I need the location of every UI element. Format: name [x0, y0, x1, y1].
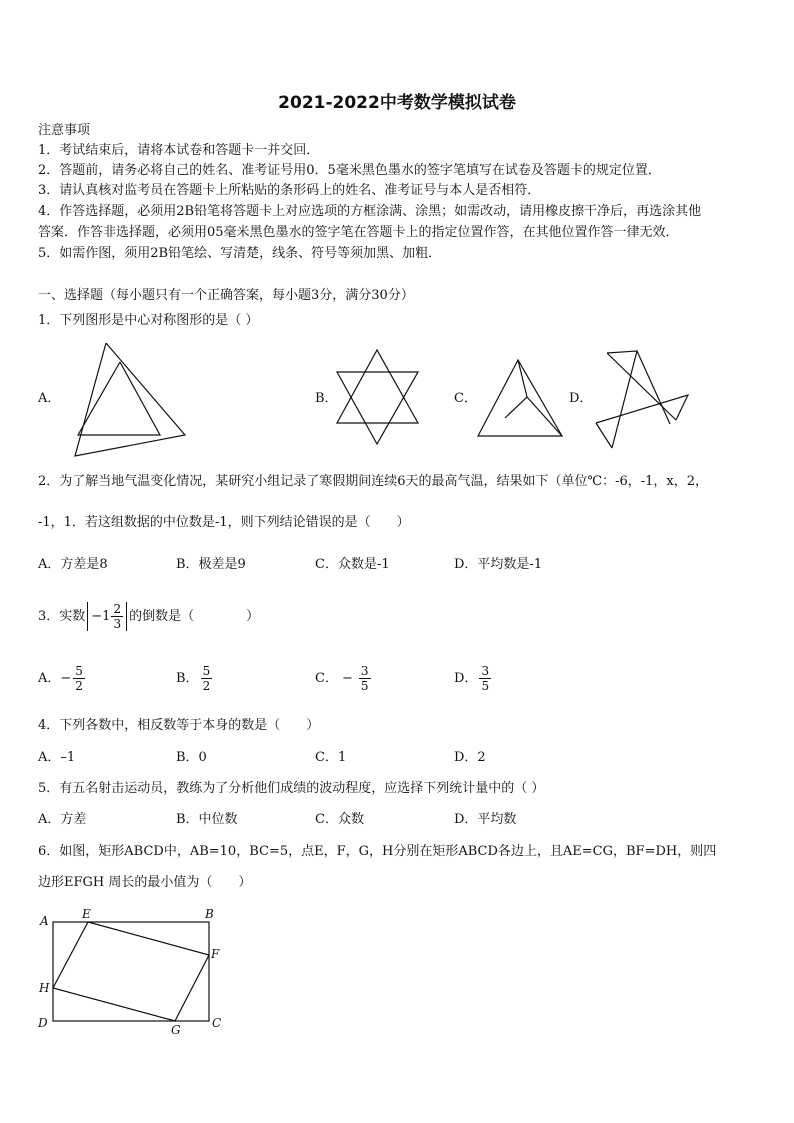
q3-stem-post: 的倒数是（ ） — [129, 609, 260, 624]
q1-option-b-label: B． — [315, 391, 338, 406]
q2-option-c: C．众数是-1 — [315, 557, 390, 572]
q3-option-a-numerator: 5 — [75, 664, 83, 678]
q2-option-a: A．方差是8 — [38, 557, 108, 572]
q3-option-d-label: D． — [454, 671, 478, 686]
point-label-c: C — [212, 1016, 222, 1030]
q3-option-b-denominator: 2 — [202, 679, 211, 693]
q3-abs-denominator: 3 — [113, 617, 122, 631]
q2-stem-line1: 2．为了解当地气温变化情况，某研究小组记录了寒假期间连续6天的最高气温，结果如下（单位℃：-6，-1，x，2， — [38, 474, 709, 489]
q1-option-c-label: C． — [454, 391, 477, 406]
point-label-h: H — [39, 981, 50, 995]
q5-option-d: D．平均数 — [454, 812, 517, 827]
q3-option-a-denominator: 2 — [75, 679, 83, 693]
q2-option-d: D．平均数是-1 — [454, 557, 543, 572]
q3-option-d-numerator: 3 — [481, 664, 490, 678]
q6-stem-line1: 6．如图，矩形ABCD中，AB=10，BC=5，点E，F，G，H分别在矩形ABCD各边上，且AE=CG，BF=DH，则四 — [38, 844, 717, 859]
q3-option-c-numerator: 3 — [360, 664, 369, 678]
notice-item-4-cont: 答案．作答非选择题，必须用05毫米黑色墨水的签字笔在答题卡上的指定位置作答，在其他位置作答一律无效． — [38, 225, 679, 240]
point-label-a: A — [40, 914, 49, 928]
q6-stem-line2: 边形EFGH 周长的最小值为（ ） — [38, 875, 252, 890]
rectangle-abcd — [53, 922, 209, 1021]
notice-item-5: 5．如需作图，须用2B铅笔绘、写清楚，线条、符号等须加黑、加粗． — [38, 246, 442, 261]
q3-option-a-sign: − — [60, 671, 72, 686]
point-label-e: E — [82, 907, 91, 921]
q5-option-b: B．中位数 — [176, 812, 238, 827]
notice-item-3: 3．请认真核对监考员在答题卡上所粘贴的条形码上的姓名、准考证号与本人是否相符． — [38, 183, 541, 198]
q3-option-d-denominator: 5 — [481, 679, 490, 693]
q4-option-b: B．0 — [176, 750, 207, 765]
section-heading: 一、选择题（每小题只有一个正确答案，每小题3分，满分30分） — [38, 288, 414, 303]
q3-option-c-label: C． — [315, 671, 338, 686]
page-title: 2021-2022中考数学模拟试卷 — [278, 93, 516, 113]
notice-item-4: 4．作答选择题，必须用2B铅笔将答题卡上对应选项的方框涂满、涂黑；如需改动，请用橡皮擦干净后，再选涂其他 — [38, 204, 702, 219]
q2-stem-line2: -1，1．若这组数据的中位数是-1，则下列结论错误的是（ ） — [38, 515, 410, 530]
point-label-f: F — [211, 947, 220, 961]
q5-stem: 5．有五名射击运动员，教练为了分析他们成绩的波动程度，应选择下列统计量中的（ ） — [38, 781, 545, 796]
point-label-b: B — [205, 907, 214, 921]
notice-heading: 注意事项 — [38, 123, 91, 138]
point-label-d: D — [38, 1016, 48, 1030]
q3-stem-pre: 3．实数 — [38, 609, 86, 624]
q1-option-d-label: D． — [569, 391, 593, 406]
q4-option-a: A．–1 — [38, 750, 76, 765]
q3-abs-whole: −1 — [91, 609, 111, 624]
q3-abs-numerator: 2 — [113, 602, 122, 616]
q3-option-b-numerator: 5 — [202, 664, 211, 678]
quadrilateral-efgh — [53, 922, 209, 1021]
notice-item-1: 1．考试结束后，请将本试卷和答题卡一并交回． — [38, 143, 320, 158]
notice-item-2: 2．答题前，请务必将自己的姓名、准考证号用0．5毫米黑色墨水的签字笔填写在试卷及答题卡的规定位置． — [38, 163, 661, 178]
q4-option-c: C．1 — [315, 750, 347, 765]
q5-option-c: C．众数 — [315, 812, 364, 827]
q1-option-a-label: A． — [38, 391, 61, 406]
q2-option-b: B．极差是9 — [176, 557, 246, 572]
q4-stem: 4．下列各数中，相反数等于本身的数是（ ） — [38, 718, 320, 733]
q3-option-a-label: A． — [38, 671, 61, 686]
q4-option-d: D．2 — [454, 750, 486, 765]
q3-option-c-denominator: 5 — [360, 679, 369, 693]
q1-stem: 1．下列图形是中心对称图形的是（ ） — [38, 313, 259, 328]
q5-option-a: A．方差 — [38, 812, 87, 827]
q3-option-c-sign: − — [341, 671, 353, 686]
q3-option-b-label: B． — [176, 671, 199, 686]
point-label-g: G — [171, 1023, 181, 1037]
